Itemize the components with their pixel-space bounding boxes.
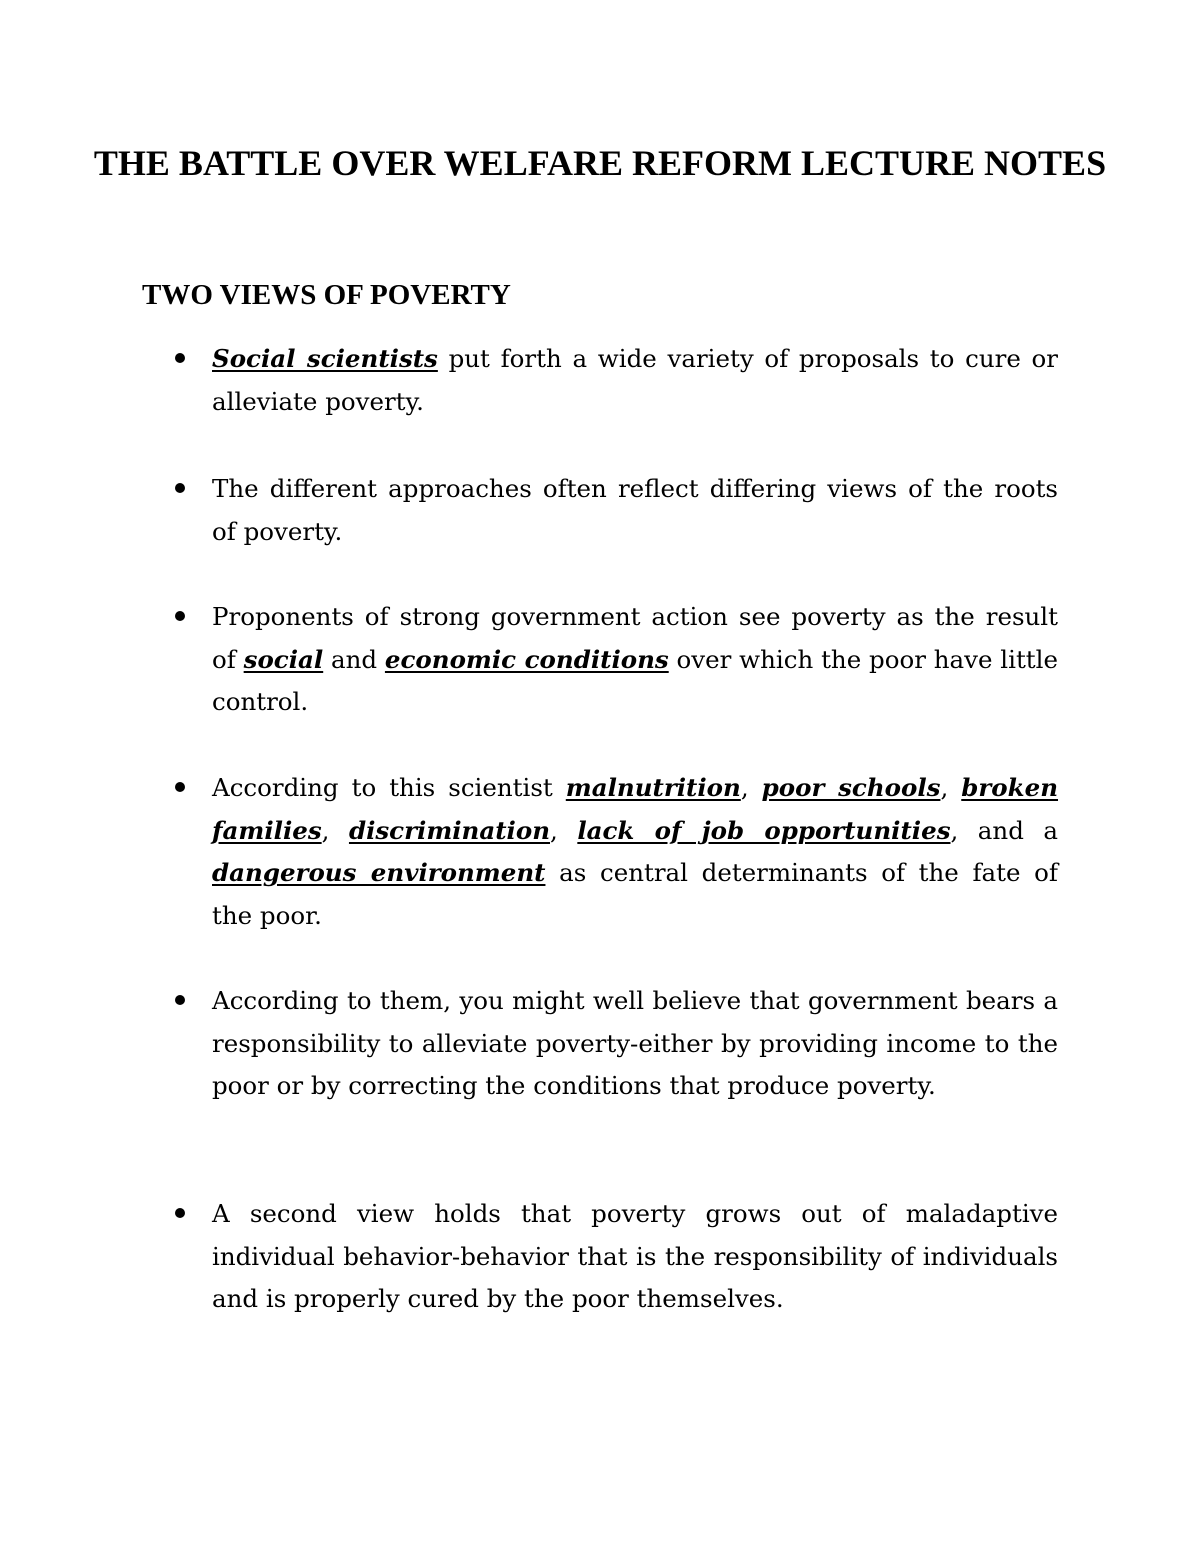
bullet-text: According to this scientist bbox=[212, 773, 566, 802]
bullet-text: The different approaches often reflect differing views of the roots of poverty. bbox=[212, 474, 1058, 546]
bullet-text: A second view holds that poverty grows out of maladaptive individual behavior-behavior that is the responsibility of individuals and is properly cured by the poor themselves. bbox=[212, 1199, 1058, 1313]
bullet-text: According to them, you might well believe that government bears a responsibility to alleviate poverty-either by providing income to the poor or by correcting the conditions that produce poverty. bbox=[212, 986, 1058, 1100]
emphasized-term: poor schools bbox=[761, 773, 941, 802]
bullet-icon bbox=[175, 782, 185, 792]
bullet-icon bbox=[175, 353, 185, 363]
bullet-text: and bbox=[323, 644, 385, 674]
bullet-icon bbox=[175, 483, 185, 493]
bullet-text: over which the poor have little control. bbox=[212, 644, 1058, 716]
section-heading: TWO VIEWS OF POVERTY bbox=[142, 279, 511, 311]
bullet-text: , and a bbox=[950, 815, 1058, 845]
bullet-text: , bbox=[940, 773, 962, 802]
bullet-text: , bbox=[740, 773, 762, 802]
bullet-icon bbox=[175, 611, 185, 621]
emphasized-term: dangerous environment bbox=[212, 858, 546, 887]
bullet-text: put forth a wide variety of proposals to cure or alleviate poverty. bbox=[212, 344, 1059, 416]
bullet-text: as central determinants of the fate of the poor. bbox=[212, 858, 1058, 930]
bullet-icon bbox=[175, 995, 185, 1005]
emphasized-term: malnutrition bbox=[565, 773, 741, 802]
bullet-text: Proponents of strong government action see poverty as the result of bbox=[212, 602, 1058, 674]
emphasized-term: broken families bbox=[212, 773, 1059, 845]
bullet-text: , bbox=[321, 815, 349, 845]
list-item bbox=[212, 980, 1058, 1108]
emphasized-term: economic conditions bbox=[384, 644, 669, 674]
document-title: THE BATTLE OVER WELFARE REFORM LECTURE NOTES bbox=[93, 143, 1107, 183]
list-item bbox=[212, 596, 1058, 724]
bullet-text: , bbox=[550, 815, 578, 845]
emphasized-term: Social scientists bbox=[212, 344, 438, 373]
list-item bbox=[212, 767, 1058, 937]
emphasized-term: lack of job opportunities bbox=[577, 815, 951, 845]
emphasized-term: social bbox=[243, 644, 324, 674]
bullet-icon bbox=[175, 1208, 185, 1218]
list-item bbox=[212, 1193, 1058, 1321]
emphasized-term: discrimination bbox=[348, 815, 551, 845]
list-item bbox=[212, 468, 1058, 553]
list-item bbox=[212, 338, 1058, 423]
